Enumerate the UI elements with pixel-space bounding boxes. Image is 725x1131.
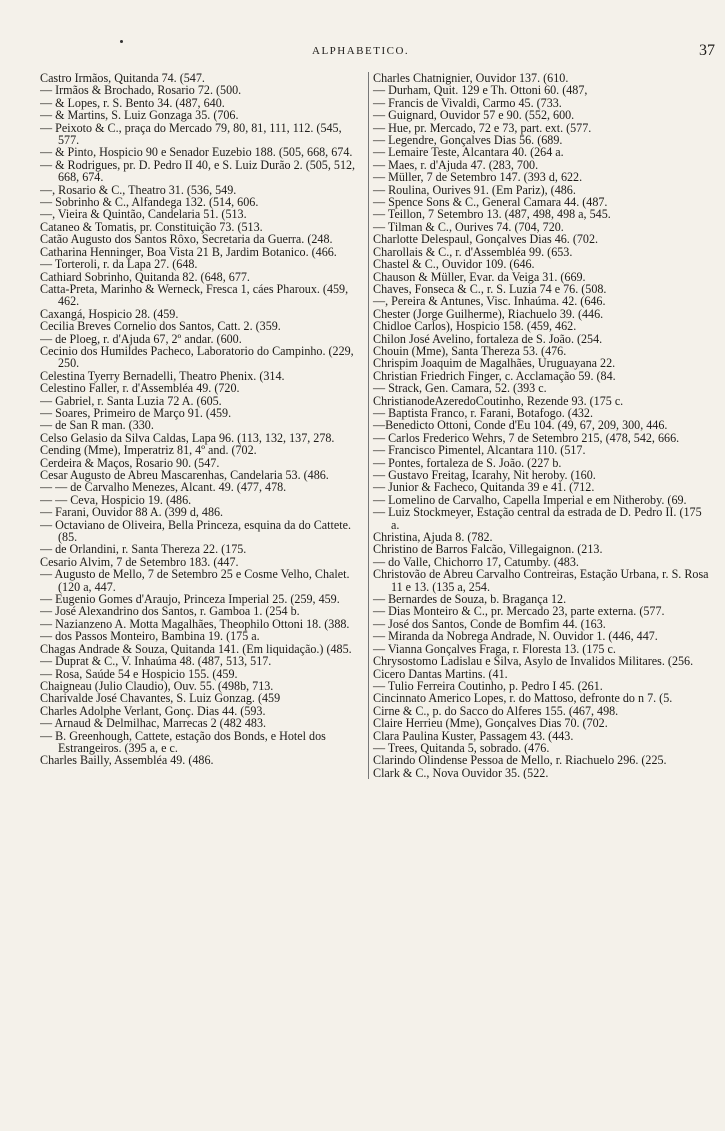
directory-entry: — Nazianzeno A. Motta Magalhães, Theophilo Ottoni 18. (388. [40, 616, 350, 631]
directory-entry: — Dias Monteiro & C., pr. Mercado 23, parte externa. (577. [373, 604, 665, 619]
directory-entry: Chastel & C., Ouvidor 109. (646. [373, 257, 535, 272]
directory-entry: — & Pinto, Hospicio 90 e Senador Euzebio 188. (505, 668, 674. [40, 145, 353, 160]
running-title: ALPHABETICO. [312, 45, 410, 57]
directory-entry: Chidloe Carlos), Hospicio 158. (459, 462. [373, 319, 577, 334]
directory-entry: — Francis de Vivaldi, Carmo 45. (733. [373, 95, 562, 110]
directory-entry: Christian Friedrich Finger, c. Acclamação 59. (84. [373, 368, 616, 383]
directory-entry: Caxangá, Hospicio 28. (459. [40, 306, 179, 321]
directory-entry: Christovão de Abreu Carvalho Contreiras, Estação Urbana, r. S. Rosa 11 e 13. (135 a, 254. [373, 567, 709, 594]
directory-entry: Castro Irmãos, Quitanda 74. (547. [40, 72, 205, 85]
directory-entry: — Francisco Pimentel, Alcantara 110. (517. [373, 443, 586, 458]
directory-entry: Claire Herrieu (Mme), Gonçalves Dias 70. (702. [373, 716, 608, 731]
directory-entry: Catharina Henninger, Boa Vista 21 B, Jardim Botanico. (466. [40, 244, 337, 259]
directory-entry: Celestina Tyerry Bernadelli, Theatro Phenix. (314. [40, 368, 285, 383]
right-column [368, 72, 713, 779]
directory-entry: — Teillon, 7 Setembro 13. (487, 498, 498 a, 545. [373, 207, 611, 222]
directory-entry: — Hue, pr. Mercado, 72 e 73, part. ext. (577. [373, 120, 592, 135]
directory-entry: — — de Carvalho Menezes, Alcant. 49. (477, 478. [40, 480, 287, 495]
directory-entry: — de San R man. (330. [40, 418, 154, 433]
directory-entry: Charollais & C., r. d'Assembléa 99. (653. [373, 244, 573, 259]
directory-entry: —, Pereira & Antunes, Visc. Inhaúma. 42. (646. [373, 294, 606, 309]
directory-entry: —, Rosario & C., Theatro 31. (536, 549. [40, 182, 237, 197]
directory-entry: Cerdeira & Maços, Rosario 90. (547. [40, 455, 220, 470]
directory-entry: — Baptista Franco, r. Farani, Botafogo. (432. [373, 405, 594, 420]
directory-entry: —Benedicto Ottoni, Conde d'Eu 104. (49, 67, 209, 300, 446. [373, 418, 668, 433]
directory-entry: Charles Adolphe Verlant, Gonç. Dias 44. (593. [40, 703, 266, 718]
directory-entry: Charlotte Delespaul, Gonçalves Dias 46. (702. [373, 232, 599, 247]
directory-entry: Cending (Mme), Imperatriz 81, 4º and. (702. [40, 443, 257, 458]
directory-entry: — Strack, Gen. Camara, 52. (393 c. [373, 381, 547, 396]
directory-entry: — Eugenio Gomes d'Araujo, Princeza Imperial 25. (259, 459. [40, 592, 340, 607]
directory-entry: — & Lopes, r. S. Bento 34. (487, 640. [40, 95, 225, 110]
directory-entry: — Miranda da Nobrega Andrade, N. Ouvidor 1. (446, 447. [373, 629, 658, 644]
directory-entry: — Tilman & C., Ourives 74. (704, 720. [373, 219, 564, 234]
directory-entry: — Soares, Primeiro de Março 91. (459. [40, 405, 232, 420]
directory-entry: — Gustavo Freitag, Icarahy, Nit heroby. (160. [373, 468, 596, 482]
directory-entry: — Müller, 7 de Setembro 147. (393 d, 622. [373, 170, 583, 185]
left-column [40, 72, 368, 779]
directory-entry: — Bernardes de Souza, b. Bragança 12. [373, 592, 567, 607]
directory-entry: Charles Chatnignier, Ouvidor 137. (610. [373, 72, 569, 85]
directory-entry: ChristianodeAzeredoCoutinho, Rezende 93. (175 c. [373, 393, 624, 408]
directory-entry: — & Martins, S. Luiz Gonzaga 35. (706. [40, 108, 239, 123]
directory-entry: — & Rodrigues, pr. D. Pedro II 40, e S. Luiz Durão 2. (505, 512, 668, 674. [40, 157, 356, 185]
directory-entry: Catão Augusto dos Santos Rôxo, Secretaria da Guerra. (248. [40, 232, 333, 247]
directory-entry: — Roulina, Ourives 91. (Em Pariz), (486. [373, 182, 576, 197]
directory-entry: Cincinnato Americo Lopes, r. do Mattoso, defronte do n 7. (5. [373, 691, 673, 706]
directory-entry: — de Ploeg, r. d'Ajuda 67, 2º andar. (600. [40, 331, 242, 346]
directory-entry: — do Valle, Chichorro 17, Catumby. (483. [373, 554, 579, 569]
directory-entry: Cirne & C., p. do Sacco do Alferes 155. (467, 498. [373, 703, 619, 718]
directory-entry: — Junior & Facheco, Quitanda 39 e 41. (712. [373, 480, 595, 495]
directory-entry: — B. Greenhough, Cattete, estação dos Bonds, e Hotel dos Estrangeiros. (395 a, e c. [40, 728, 326, 755]
page-number: 37 [699, 42, 715, 59]
page-header [0, 42, 725, 64]
directory-entry: — de Orlandini, r. Santa Thereza 22. (175. [40, 542, 247, 557]
directory-entry: Cecinio dos Humildes Pacheco, Laboratorio do Campinho. (229, 250. [40, 343, 354, 371]
directory-entry: — Rosa, Saúde 54 e Hospicio 155. (459. [40, 666, 238, 681]
directory-entry: — Tulio Ferreira Coutinho, p. Pedro I 45. (261. [373, 678, 603, 693]
directory-entry: Cecilia Breves Cornelio dos Santos, Catt. 2. (359. [40, 319, 281, 334]
directory-entry: Chester (Jorge Guilherme), Riachuelo 39. (446. [373, 306, 604, 321]
directory-entry: — Arnaud & Delmilhac, Marrecas 2 (482 483. [40, 716, 267, 731]
directory-entry: — Spence Sons & C., General Camara 44. (487. [373, 195, 608, 210]
directory-entry: — Vianna Gonçalves Fraga, r. Floresta 13. (175 c. [373, 641, 616, 656]
directory-entry: — Augusto de Mello, 7 de Setembro 25 e Cosme Velho, Chalet. (120 a, 447. [40, 567, 350, 594]
directory-entry: — Carlos Frederico Wehrs, 7 de Setembro 215, (478, 542, 666. [373, 430, 680, 445]
directory-entry: — dos Passos Monteiro, Bambina 19. (175 a. [40, 629, 260, 644]
directory-entry: — Peixoto & C., praça do Mercado 79, 80, 81, 111, 112. (545, 577. [40, 120, 342, 148]
directory-entry: Chrispim Joaquim de Magalhães, Uruguayana 22. [373, 356, 616, 371]
directory-entry: — Gabriel, r. Santa Luzia 72 A. (605. [40, 393, 222, 408]
directory-entry: Cathiard Sobrinho, Quitanda 82. (648, 677. [40, 269, 250, 284]
directory-entry: Chaigneau (Julio Claudio), Ouv. 55. (498b, 713. [40, 678, 274, 693]
directory-entry: Catta-Preta, Marinho & Werneck, Fresca 1, cáes Pharoux. (459, 462. [40, 281, 349, 309]
directory-entry: Chilon José Avelino, fortaleza de S. João. (254. [373, 331, 603, 346]
directory-entry: Cataneo & Tomatis, pr. Constituição 73. (513. [40, 219, 263, 234]
directory-entry: — Sobrinho & C., Alfandega 132. (514, 606. [40, 195, 259, 210]
directory-entry: —, Vieira & Quintão, Candelaria 51. (513. [40, 207, 247, 222]
directory-entry: — Trees, Quitanda 5, sobrado. (476. [373, 740, 550, 755]
directory-entry: Celestino Faller, r. d'Assembléa 49. (720. [40, 381, 240, 396]
directory-entry: Chaves, Fonseca & C., r. S. Luzia 74 e 76. (508. [373, 281, 607, 296]
directory-entry: — Farani, Ouvidor 88 A. (399 d, 486. [40, 505, 224, 520]
directory-entry: — Lomelino de Carvalho, Capella Imperial e em Nitheroby. (69. [373, 492, 687, 507]
directory-entry: Cesar Augusto de Abreu Mascarenhas, Candelaria 53. (486. [40, 468, 329, 482]
directory-entry: — Torteroli, r. da Lapa 27. (648. [40, 257, 198, 272]
directory-entry: — Maes, r. d'Ajuda 47. (283, 700. [373, 157, 539, 172]
directory-entry: Clara Paulina Kuster, Passagem 43. (443. [373, 728, 574, 743]
directory-entry: Celso Gelasio da Silva Caldas, Lapa 96. (113, 132, 137, 278. [40, 430, 335, 445]
directory-entry: Chrysostomo Ladislau e Silva, Asylo de Invalidos Militares. (256. [373, 654, 694, 669]
directory-entry: Clarindo Olindense Pessoa de Mello, r. Riachuelo 296. (225. [373, 753, 667, 768]
directory-entry: — Legendre, Gonçalves Dias 56. (689. [373, 133, 563, 148]
directory-entry: Chauson & Müller, Evar. da Veiga 31. (669. [373, 269, 586, 284]
directory-entry: — Irmãos & Brochado, Rosario 72. (500. [40, 83, 242, 98]
directory-entry: — Guignard, Ouvidor 57 e 90. (552, 600. [373, 108, 575, 123]
directory-entry: Chouin (Mme), Santa Thereza 53. (476. [373, 343, 567, 358]
directory-entry: — Lemaire Teste, Alcantara 40. (264 a. [373, 145, 564, 160]
directory-entry: — — Ceva, Hospicio 19. (486. [40, 492, 192, 507]
directory-entry: Christino de Barros Falcão, Villegaignon. (213. [373, 542, 603, 557]
directory-entry: Charles Bailly, Assembléa 49. (486. [40, 753, 214, 768]
directory-entry: — Luiz Stockmeyer, Estação central da estrada de D. Pedro II. (175 a. [373, 505, 702, 532]
directory-entry: — Duprat & C., V. Inhaúma 48. (487, 513, 517. [40, 654, 272, 669]
directory-entry: Cesario Alvim, 7 de Setembro 183. (447. [40, 554, 239, 569]
directory-entry: — Octaviano de Oliveira, Bella Princeza, esquina da do Cattete. (85. [40, 517, 351, 545]
directory-entry: Clark & C., Nova Ouvidor 35. (522. [373, 765, 549, 780]
directory-entry: Cicero Dantas Martins. (41. [373, 666, 508, 681]
directory-entry: Christina, Ajuda 8. (782. [373, 530, 493, 545]
directory-entry: — José dos Santos, Conde de Bomfim 44. (163. [373, 616, 606, 631]
directory-entry: Chagas Andrade & Souza, Quitanda 141. (Em liquidação.) (485. [40, 641, 352, 656]
directory-entry: — Pontes, fortaleza de S. João. (227 b. [373, 455, 562, 470]
directory-entry: Charivalde José Chavantes, S. Luiz Gonzag. (459 [40, 691, 281, 706]
directory-entry: — Durham, Quit. 129 e Th. Ottoni 60. (487, [373, 83, 588, 98]
directory-entry: — José Alexandrino dos Santos, r. Gamboa 1. (254 b. [40, 604, 300, 619]
two-column-body [40, 72, 717, 779]
